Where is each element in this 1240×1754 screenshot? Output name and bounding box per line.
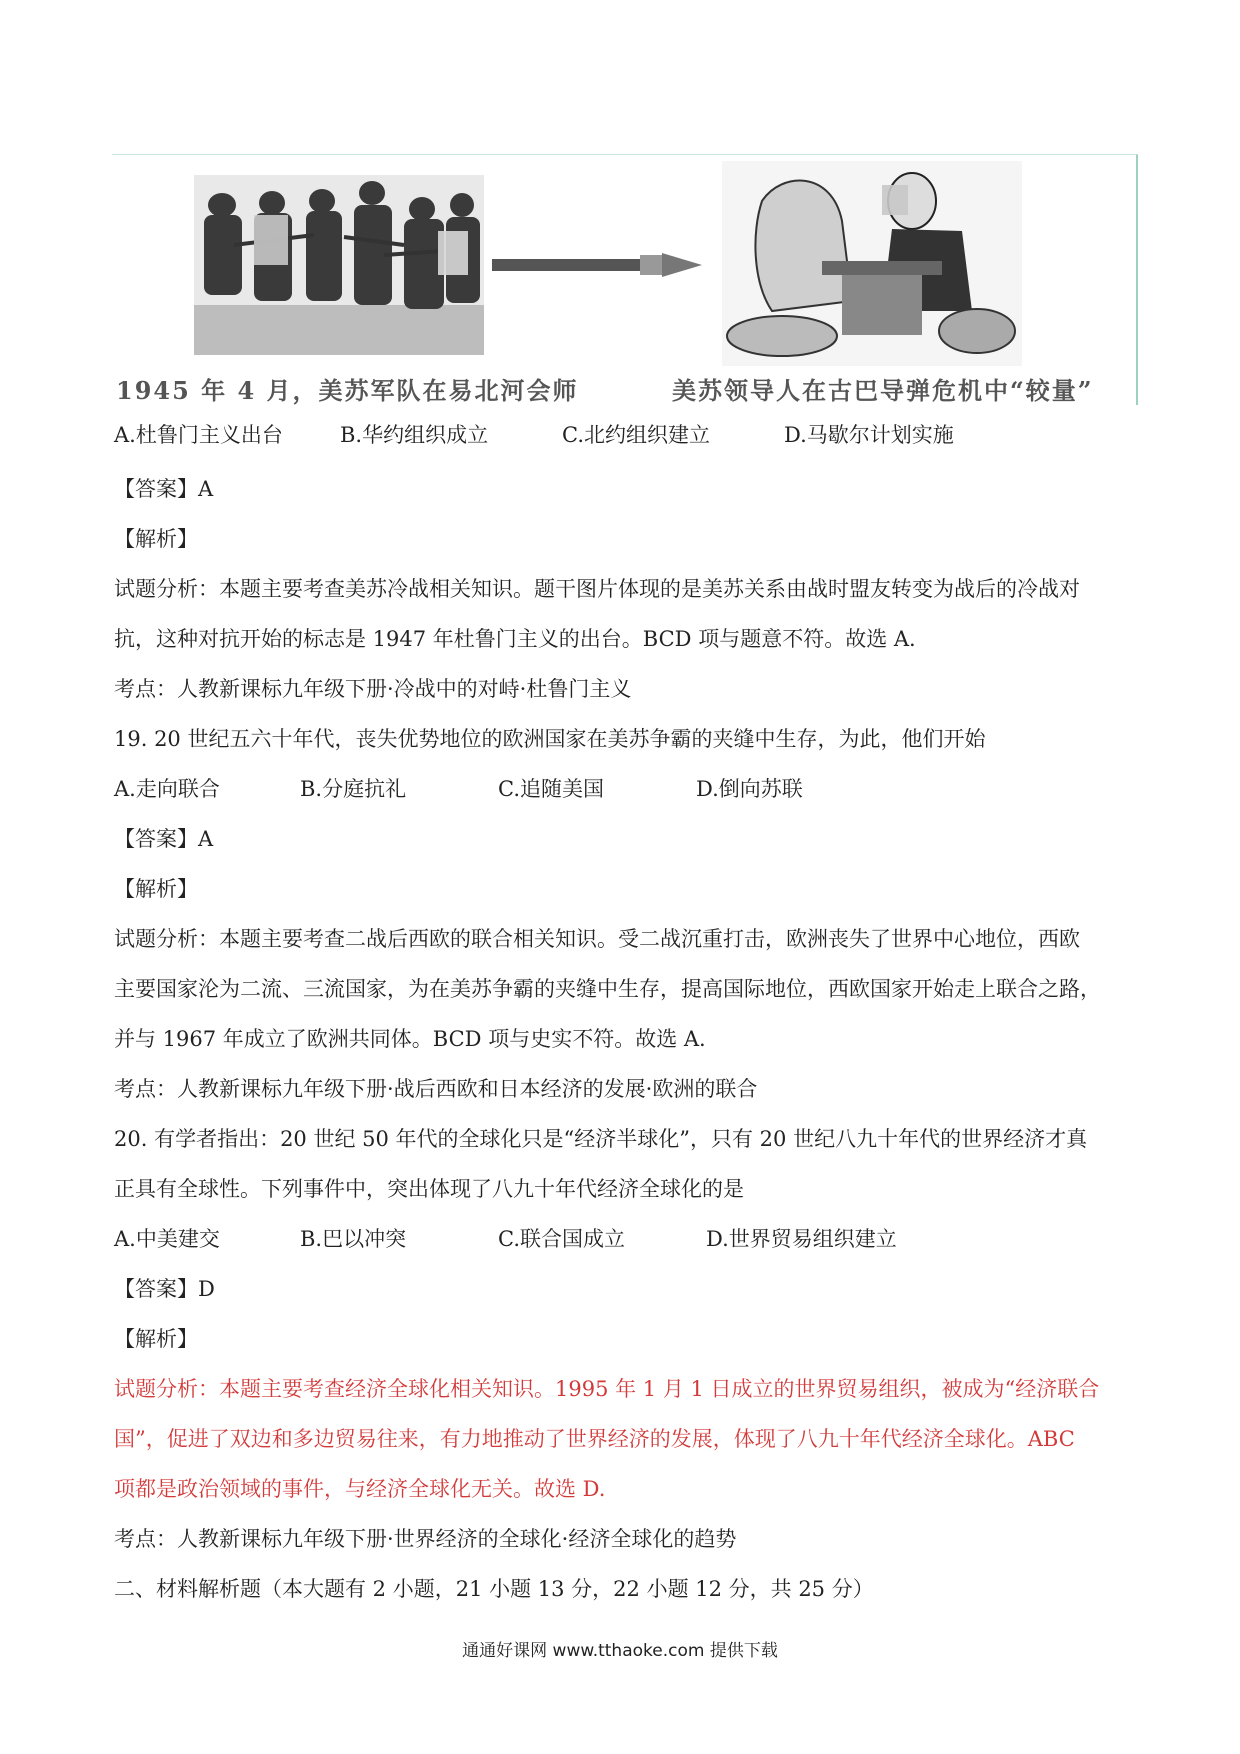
q19-analysis-line: 试题分析：本题主要考查二战后西欧的联合相关知识。受二战沉重打击，欧洲丧失了世界中心地位，西欧 [114,927,1080,951]
q20-analysis-line: 国”，促进了双边和多边贸易往来，有力地推动了世界经济的发展，体现了八九十年代经济全球化。ABC [114,1427,1075,1451]
q19-option-d: D.倒向苏联 [696,777,803,801]
q20-analysis-line: 试题分析：本题主要考查经济全球化相关知识。1995 年 1 月 1 日成立的世界贸易组织，被成为“经济联合 [114,1377,1100,1401]
q19-analysis-label: 【解析】 [114,877,198,901]
q19-option-a: A.走向联合 [114,777,220,801]
q18-analysis-line: 试题分析：本题主要考查美苏冷战相关知识。题干图片体现的是美苏关系由战时盟友转变为战后的冷战对 [114,577,1080,601]
q20-analysis-label: 【解析】 [114,1327,198,1351]
question-figure [112,154,1138,405]
q20-stem-line: 20. 有学者指出：20 世纪 50 年代的全球化只是“经济半球化”，只有 20 世纪八九十年代的世界经济才真 [114,1127,1088,1151]
q18-answer: 【答案】A [114,477,214,501]
q19-analysis-line: 主要国家沦为二流、三流国家，为在美苏争霸的夹缝中生存，提高国际地位，西欧国家开始走上联合之路， [114,977,1101,1001]
cuban-missile-crisis-cartoon [722,161,1022,366]
q19-point: 考点：人教新课标九年级下册·战后西欧和日本经济的发展·欧洲的联合 [114,1077,758,1101]
q20-answer: 【答案】D [114,1277,215,1301]
q20-option-c: C.联合国成立 [498,1227,625,1251]
q19-stem: 19. 20 世纪五六十年代，丧失优势地位的欧洲国家在美苏争霸的夹缝中生存，为此，他们开始 [114,727,986,751]
q19-answer: 【答案】A [114,827,214,851]
q20-analysis-line: 项都是政治领域的事件，与经济全球化无关。故选 D. [114,1477,606,1501]
q20-point: 考点：人教新课标九年级下册·世界经济的全球化·经济全球化的趋势 [114,1527,737,1551]
q18-point: 考点：人教新课标九年级下册·冷战中的对峙·杜鲁门主义 [114,677,632,701]
q18-option-c: C.北约组织建立 [562,423,710,447]
q19-option-b: B.分庭抗礼 [300,777,407,801]
q19-analysis-line: 并与 1967 年成立了欧洲共同体。BCD 项与史实不符。故选 A. [114,1027,706,1051]
q20-stem-line: 正具有全球性。下列事件中，突出体现了八九十年代经济全球化的是 [114,1177,744,1201]
figure-caption-left: 1945 年 4 月，美苏军队在易北河会师 [116,376,579,405]
q18-analysis-label: 【解析】 [114,527,198,551]
q20-option-b: B.巴以冲突 [300,1227,407,1251]
q20-option-a: A.中美建交 [114,1227,220,1251]
section2-heading: 二、材料解析题（本大题有 2 小题，21 小题 13 分，22 小题 12 分，共 25 分） [114,1577,874,1601]
q18-option-b: B.华约组织成立 [340,423,489,447]
q19-option-c: C.追随美国 [498,777,604,801]
elbe-meeting-photo [194,175,484,355]
transition-arrow-icon [492,245,702,285]
page-footer: 通通好课网 www.tthaoke.com 提供下载 [462,1641,778,1661]
figure-caption-right: 美苏领导人在古巴导弹危机中“较量” [672,376,1094,405]
q18-option-a: A.杜鲁门主义出台 [114,423,283,447]
q18-analysis-line: 抗，这种对抗开始的标志是 1947 年杜鲁门主义的出台。BCD 项与题意不符。故选 A. [114,627,916,651]
q20-option-d: D.世界贸易组织建立 [706,1227,897,1251]
q18-option-d: D.马歇尔计划实施 [784,423,954,447]
